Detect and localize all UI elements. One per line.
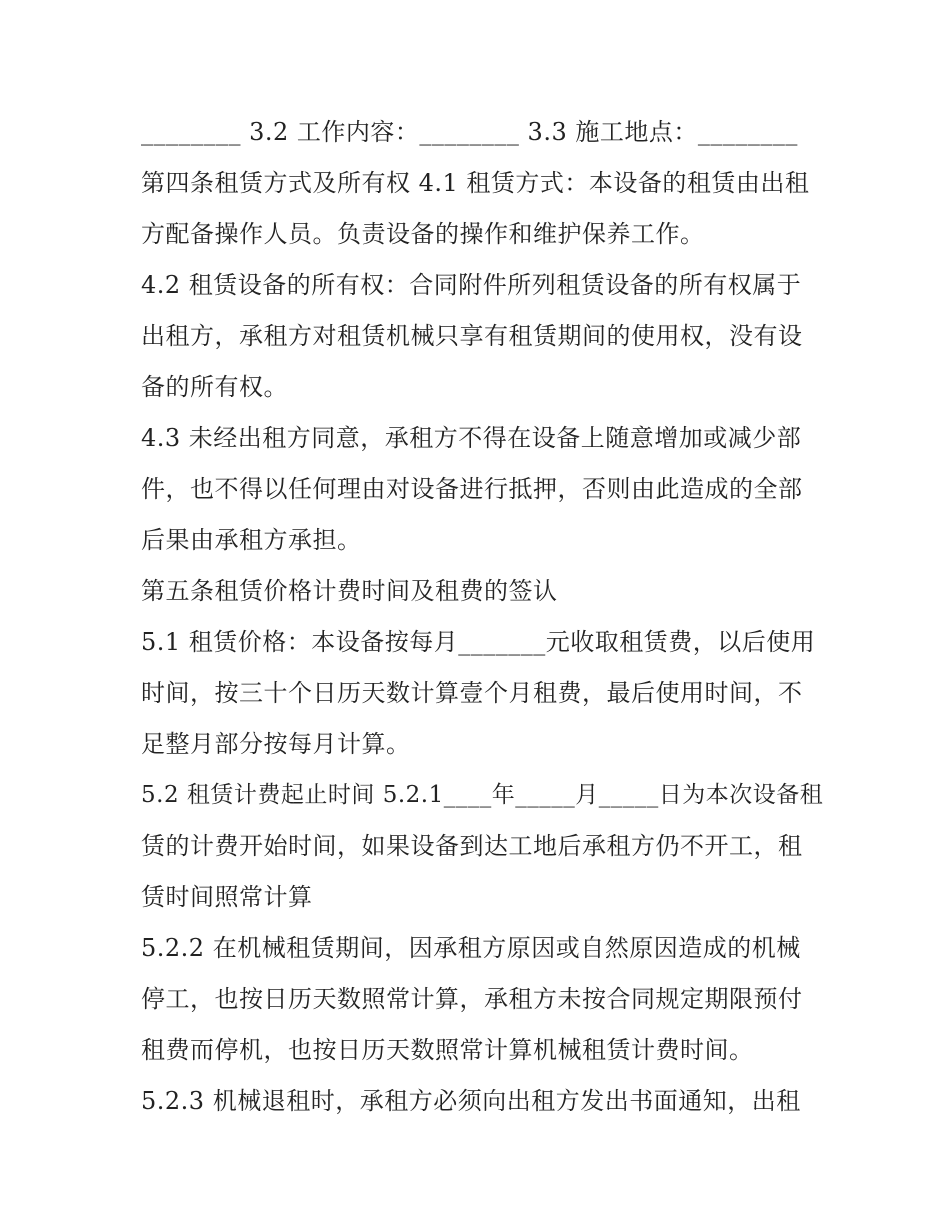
- text-line: 后果由承租方承担。: [141, 526, 362, 554]
- text-line: 5.2 租赁计费起止时间 5.2.1____年_____月_____日为本次设备租: [141, 782, 824, 808]
- text-line: ________ 3.2 工作内容：________ 3.3 施工地点：________: [141, 118, 798, 146]
- text-line: 5.2.3 机械退租时，承租方必须向出租方发出书面通知，出租: [141, 1087, 801, 1115]
- text-line: 出租方，承租方对租赁机械只享有租赁期间的使用权，没有设: [141, 322, 803, 350]
- text-line: 赁时间照常计算: [141, 883, 313, 911]
- text-line: 租费而停机，也按日历天数照常计算机械租赁计费时间。: [141, 1036, 754, 1064]
- text-line: 第四条租赁方式及所有权 4.1 租赁方式：本设备的租赁由出租: [141, 169, 810, 197]
- text-line: 第五条租赁价格计费时间及租费的签认: [141, 577, 558, 605]
- text-line: 时间，按三十个日历天数计算壹个月租费，最后使用时间，不: [141, 679, 803, 707]
- text-line: 件，也不得以任何理由对设备进行抵押，否则由此造成的全部: [141, 475, 803, 503]
- document-page: [141, 107, 831, 1127]
- text-line: 5.1 租赁价格：本设备按每月_______元收取租赁费，以后使用: [141, 628, 816, 656]
- text-line: 5.2.2 在机械租赁期间，因承租方原因或自然原因造成的机械: [141, 934, 801, 962]
- text-line: 备的所有权。: [141, 373, 288, 401]
- text-line: 足整月部分按每月计算。: [141, 730, 411, 758]
- text-line: 停工，也按日历天数照常计算，承租方未按合同规定期限预付: [141, 985, 803, 1013]
- text-line: 4.2 租赁设备的所有权：合同附件所列租赁设备的所有权属于: [141, 271, 802, 299]
- text-line: 4.3 未经出租方同意，承租方不得在设备上随意增加或减少部: [141, 424, 802, 452]
- text-line: 赁的计费开始时间，如果设备到达工地后承租方仍不开工，租: [141, 832, 803, 860]
- text-line: 方配备操作人员。负责设备的操作和维护保养工作。: [141, 220, 705, 248]
